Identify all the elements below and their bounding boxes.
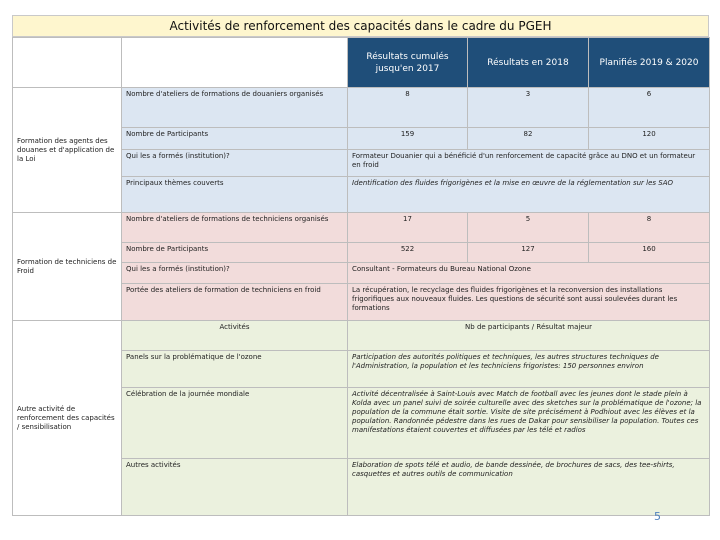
row-label: Nombre d'ateliers de formations de techniciens organisés <box>122 213 348 243</box>
header-2018: Résultats en 2018 <box>468 38 589 88</box>
header-row <box>13 38 710 88</box>
row-label: Qui les a formés (institution)? <box>122 263 348 284</box>
value-cell: 522 <box>348 243 468 263</box>
text-cell: Activité décentralisée à Saint-Louis avec Match de football avec les jeunes dont le stade plein à Kolda avec un panel suivi de soirée culturelle avec des sketches sur la problématique de l'ozone; la population de la commune était sortie. Visite de site précisément à Podhiout avec les élèves et la population. Randonnée pédestre dans les rues de Dakar pour sensibiliser la population. Toutes ces manifestations étaient couvertes et diffusées par les télé et radios <box>348 388 710 459</box>
value-cell: 8 <box>348 88 468 128</box>
value-cell: 160 <box>589 243 710 263</box>
col-header-activities: Activités <box>122 321 348 351</box>
row-label: Nombre d'ateliers de formations de douaniers organisés <box>122 88 348 128</box>
value-cell: 82 <box>468 128 589 150</box>
table-row <box>13 321 710 351</box>
value-cell: 120 <box>589 128 710 150</box>
text-cell: La récupération, le recyclage des fluides frigorigènes et la reconversion des installations frigorifiques aux nouveaux fluides. Les questions de sécurité sont aussi soulevées durant les formations <box>348 284 710 321</box>
row-label: Célébration de la journée mondiale <box>122 388 348 459</box>
header-blank-cell <box>122 38 348 88</box>
section-label-customs: Formation des agents des douanes et d'application de la Loi <box>13 88 122 213</box>
section-label-awareness: Autre activité de renforcement des capacités / sensibilisation <box>13 321 122 516</box>
row-label: Nombre de Participants <box>122 128 348 150</box>
table-row <box>13 88 710 128</box>
row-label: Portée des ateliers de formation de techniciens en froid <box>122 284 348 321</box>
section-label-technicians: Formation de techniciens de Froid <box>13 213 122 321</box>
value-cell: 159 <box>348 128 468 150</box>
header-cumulative: Résultats cumulés jusqu'en 2017 <box>348 38 468 88</box>
row-label: Nombre de Participants <box>122 243 348 263</box>
page-number: 5 <box>654 510 661 523</box>
text-cell: Elaboration de spots télé et audio, de bande dessinée, de brochures de sacs, des tee-shirts, casquettes et autres outils de communication <box>348 459 710 516</box>
page-title: Activités de renforcement des capacités dans le cadre du PGEH <box>12 15 709 37</box>
row-label: Qui les a formés (institution)? <box>122 150 348 177</box>
header-blank-cell <box>13 38 122 88</box>
row-label: Panels sur la problématique de l'ozone <box>122 351 348 388</box>
value-cell: 3 <box>468 88 589 128</box>
capacity-building-table <box>12 37 710 516</box>
row-label: Principaux thèmes couverts <box>122 177 348 213</box>
table-row <box>13 213 710 243</box>
value-cell: 6 <box>589 88 710 128</box>
text-cell: Consultant - Formateurs du Bureau National Ozone <box>348 263 710 284</box>
value-cell: 127 <box>468 243 589 263</box>
text-cell: Formateur Douanier qui a bénéficié d'un renforcement de capacité grâce au DNO et un formateur en froid <box>348 150 710 177</box>
value-cell: 17 <box>348 213 468 243</box>
header-planned: Planifiés 2019 & 2020 <box>589 38 710 88</box>
text-cell: Identification des fluides frigorigènes et la mise en œuvre de la réglementation sur les SAO <box>348 177 710 213</box>
row-label: Autres activités <box>122 459 348 516</box>
value-cell: 8 <box>589 213 710 243</box>
value-cell: 5 <box>468 213 589 243</box>
col-header-participants: Nb de participants / Résultat majeur <box>348 321 710 351</box>
text-cell: Participation des autorités politiques et techniques, les autres structures techniques de l'Administration, la population et les techniciens frigoristes: 150 personnes environ <box>348 351 710 388</box>
